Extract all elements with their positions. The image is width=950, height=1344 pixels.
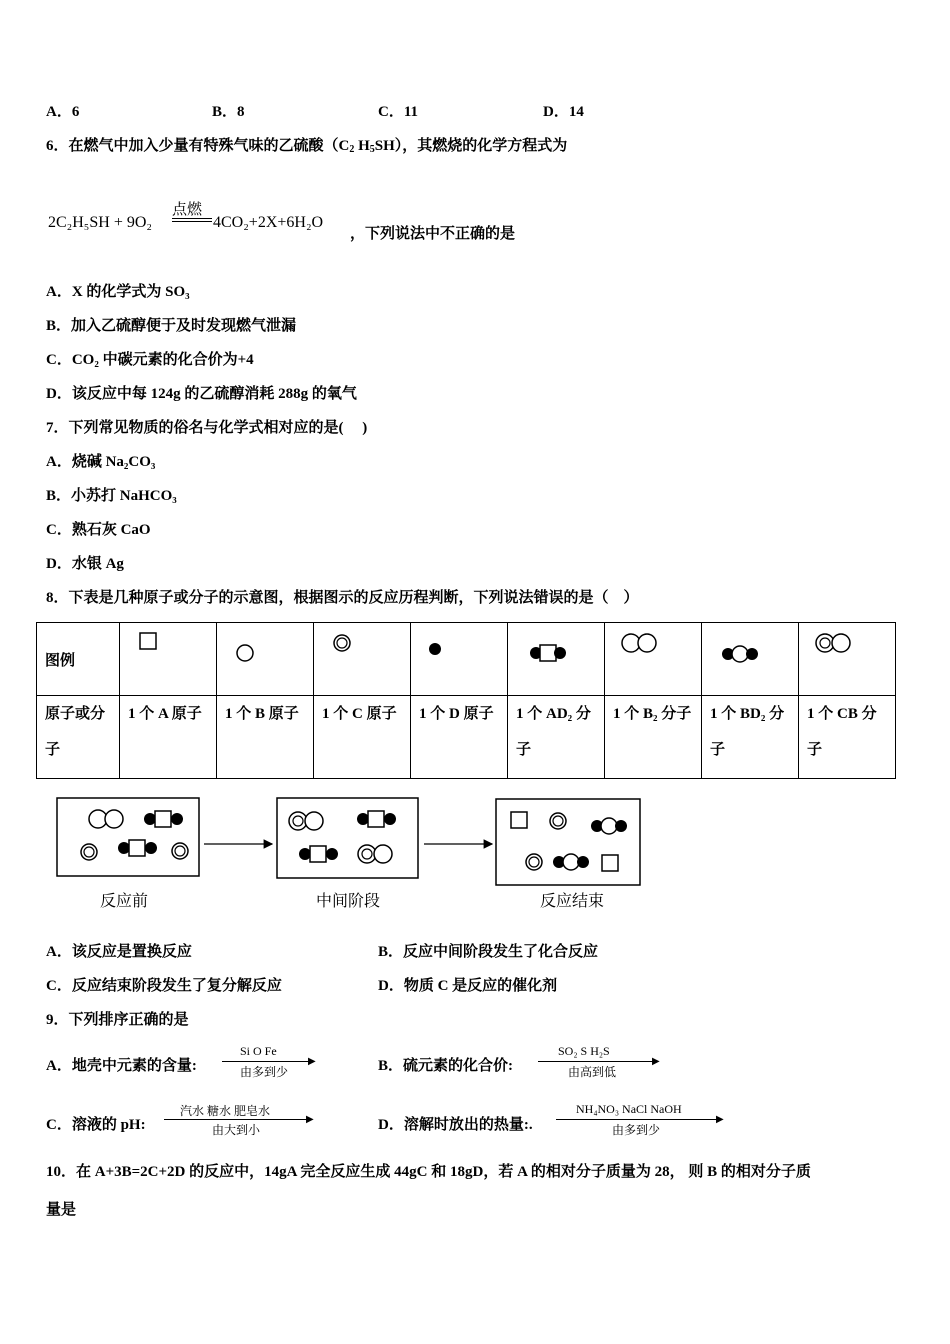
- legend-ad2-molecule: [508, 623, 605, 696]
- q5-option-c: C．11: [378, 104, 419, 120]
- legend-d-atom: [411, 623, 508, 696]
- q7-option-d: D．水银 Ag: [46, 556, 124, 572]
- q5-option-a: A．6: [46, 104, 80, 120]
- legend-cell: 1 个 A 原子: [120, 696, 217, 779]
- q8-option-d: D．物质 C 是反应的催化剂: [378, 978, 558, 994]
- q6-equation-equals: [172, 218, 212, 222]
- stage-middle-label: 中间阶段: [316, 891, 381, 910]
- q6-option-d: D．该反应中每 124g 的乙硫醇消耗 288g 的氧气: [46, 386, 357, 402]
- legend-b-atom: [217, 623, 314, 696]
- q7-option-b: B．小苏打 NaHCO₃: [46, 488, 177, 504]
- q8-stem: 8．下表是几种原子或分子的示意图，根据图示的反应历程判断，下列说法错误的是（ ）: [46, 590, 639, 606]
- stage-before-label: 反应前: [100, 891, 149, 910]
- q9-stem: 9．下列排序正确的是: [46, 1012, 189, 1028]
- stage-end-label: 反应结束: [540, 891, 605, 910]
- q8-option-b: B．反应中间阶段发生了化合反应: [378, 944, 599, 960]
- q9-option-d-scale: NH₄NO₃ NaCl NaOH ▶ 由多到少: [556, 1102, 726, 1136]
- q6-equation-left: 2C₂H₅SH + 9O₂: [48, 214, 152, 231]
- stage-middle-box: [277, 798, 418, 878]
- q9-option-a-label: A．地壳中元素的含量:: [46, 1058, 197, 1074]
- q7-stem: 7．下列常见物质的俗名与化学式相对应的是( ): [46, 420, 368, 436]
- legend-c-atom: [314, 623, 411, 696]
- legend-row-header: 原子或分子: [37, 696, 120, 779]
- legend-cell: 1 个 B₂ 分子: [605, 696, 702, 779]
- q9-option-b-label: B．硫元素的化合价:: [378, 1058, 514, 1074]
- legend-cb-molecule: [799, 623, 896, 696]
- legend-cell: 1 个 CB 分子: [799, 696, 896, 779]
- legend-cell: 1 个 BD₂ 分子: [702, 696, 799, 779]
- stage-before-box: [57, 798, 199, 876]
- legend-bd2-molecule: [702, 623, 799, 696]
- q6-equation-tail: ，下列说法中不正确的是: [350, 226, 516, 242]
- q9-option-c-label: C．溶液的 pH:: [46, 1117, 146, 1133]
- q6-equation-condition: 点燃: [172, 202, 203, 218]
- q10-line1: 10．在 A+3B=2C+2D 的反应中，14gA 完全反应生成 44gC 和 18gD，若 A 的相对分子质量为 28， 则 B 的相对分子质: [46, 1164, 811, 1180]
- legend-table: [36, 622, 896, 779]
- q5-option-b: B．8: [212, 104, 245, 120]
- q10-line2: 量是: [46, 1202, 77, 1218]
- q9-option-c-scale: 汽水 糖水 肥皂水 ▶ 由大到小: [164, 1102, 316, 1136]
- q7-option-a: A．烧碱 Na₂CO₃: [46, 454, 156, 470]
- legend-a-atom: [120, 623, 217, 696]
- q6-option-c: C．CO₂ 中碳元素的化合价为+4: [46, 352, 254, 368]
- q6-equation-right: 4CO₂+2X+6H₂O: [213, 214, 324, 231]
- q8-option-c: C．反应结束阶段发生了复分解反应: [46, 978, 282, 994]
- q9-option-a-scale: Si O Fe ▶ 由多到少: [222, 1044, 316, 1078]
- q8-option-a: A．该反应是置换反应: [46, 944, 192, 960]
- q7-option-c: C．熟石灰 CaO: [46, 522, 151, 538]
- legend-cell: 1 个 D 原子: [411, 696, 508, 779]
- legend-b2-molecule: [605, 623, 702, 696]
- q6-stem: 6．在燃气中加入少量有特殊气味的乙硫酸（$C_2$ $H_5SH$），其燃烧的化学方程式为: [46, 138, 568, 155]
- q9-option-d-label: D．溶解时放出的热量:.: [378, 1117, 533, 1133]
- legend-cell: 1 个 B 原子: [217, 696, 314, 779]
- q6-option-a: A．X 的化学式为 SO₃: [46, 284, 190, 300]
- legend-cell: 1 个 AD₂ 分子: [508, 696, 605, 779]
- q5-option-d: D．14: [543, 104, 584, 120]
- legend-cell: 1 个 C 原子: [314, 696, 411, 779]
- q9-option-b-scale: SO₂ S H₂S ▶ 由高到低: [538, 1044, 662, 1078]
- q6-option-b: B．加入乙硫醇便于及时发现燃气泄漏: [46, 318, 297, 334]
- legend-header: 图例: [37, 623, 120, 696]
